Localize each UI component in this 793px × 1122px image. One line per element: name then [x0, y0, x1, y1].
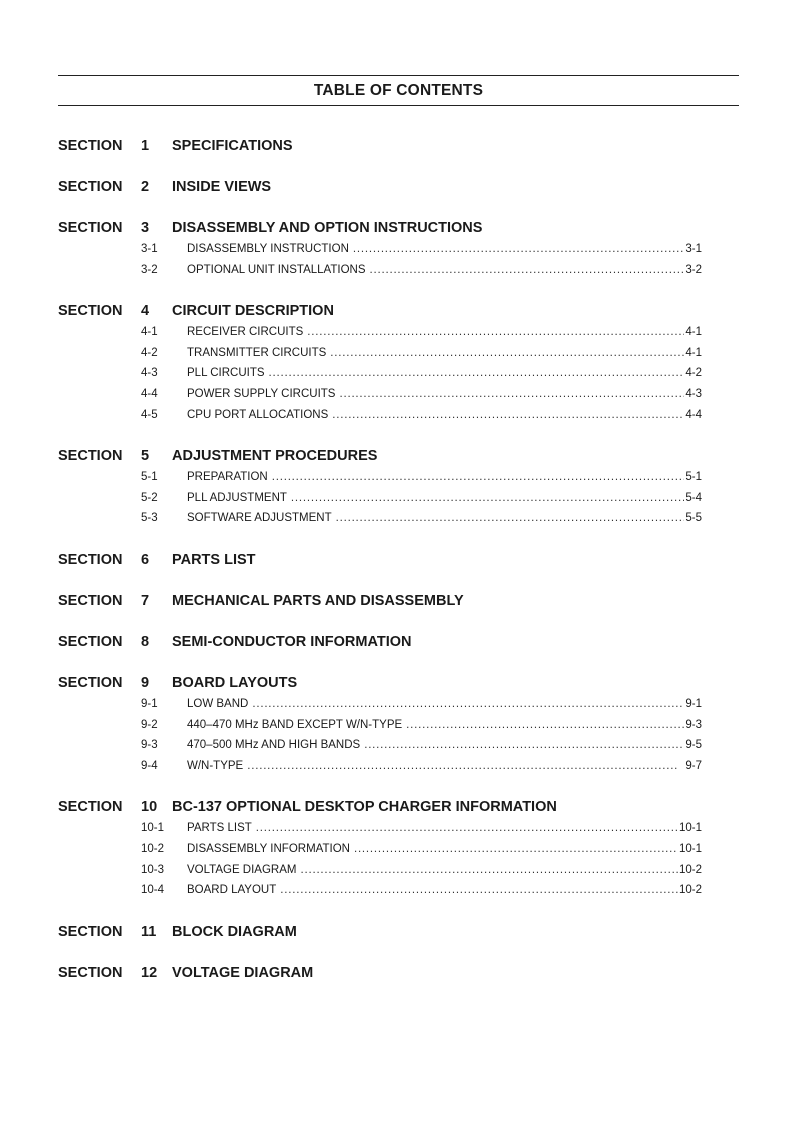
entry-number: 5-3	[141, 512, 158, 525]
section-title: BOARD LAYOUTS	[172, 674, 298, 691]
section-number: 1	[141, 138, 150, 154]
section-number: 10	[141, 799, 158, 816]
dot-leader	[370, 260, 685, 281]
entry-title: RECEIVER CIRCUITS	[187, 326, 304, 339]
entry-number: 5-1	[141, 471, 158, 484]
section-entries	[0, 322, 793, 425]
dot-leader	[364, 735, 684, 756]
entry-number: 4-2	[141, 346, 158, 359]
entry-number: 4-4	[141, 387, 158, 400]
entry-number: 9-2	[141, 718, 158, 731]
dot-leader	[256, 818, 678, 839]
toc-entry[interactable]	[0, 818, 793, 839]
toc-entry[interactable]	[0, 405, 793, 426]
entry-page: 10-2	[678, 863, 702, 876]
entry-number: 9-3	[141, 739, 158, 752]
toc-entry[interactable]	[0, 343, 793, 364]
section-title: SEMI-CONDUCTOR INFORMATION	[172, 633, 412, 650]
section-number: 4	[141, 303, 150, 320]
entry-number: 5-2	[141, 491, 158, 504]
toc-section	[0, 446, 793, 529]
entry-page: 4-2	[685, 367, 702, 380]
section-title: INSIDE VIEWS	[172, 179, 272, 195]
entry-number: 3-1	[141, 243, 158, 255]
dot-leader	[353, 239, 684, 260]
header-rule-bottom	[58, 105, 739, 106]
section-title: ADJUSTMENT PROCEDURES	[172, 448, 378, 465]
dot-leader	[269, 363, 685, 384]
entry-number: 3-2	[141, 263, 158, 276]
toc-entry[interactable]	[0, 239, 793, 260]
entry-number: 4-5	[141, 408, 158, 421]
section-number: 12	[141, 964, 158, 981]
entry-title: POWER SUPPLY CIRCUITS	[187, 387, 336, 400]
dot-leader	[280, 880, 678, 901]
entry-page: 10-1	[678, 822, 702, 835]
toc-section	[0, 591, 793, 611]
section-title: VOLTAGE DIAGRAM	[172, 964, 314, 981]
section-heading[interactable]	[0, 797, 793, 817]
toc-section	[0, 136, 793, 156]
toc-entry[interactable]	[0, 756, 793, 777]
dot-leader	[330, 343, 684, 364]
entry-title: W/N-TYPE	[187, 759, 244, 772]
section-label: SECTION	[58, 220, 123, 236]
entry-page: 9-3	[685, 718, 702, 731]
entry-title: DISASSEMBLY INSTRUCTION	[187, 243, 349, 255]
entry-number: 10-4	[141, 884, 165, 897]
table-of-contents	[0, 136, 793, 1004]
entry-page: 10-2	[678, 884, 702, 897]
toc-section	[0, 301, 793, 425]
entry-title: OPTIONAL UNIT INSTALLATIONS	[187, 263, 366, 276]
entry-page: 4-1	[685, 346, 702, 359]
section-title: MECHANICAL PARTS AND DISASSEMBLY	[172, 592, 464, 609]
entry-title: BOARD LAYOUT	[187, 884, 277, 897]
section-label: SECTION	[58, 592, 123, 609]
entry-number: 4-1	[141, 326, 158, 339]
section-heading[interactable]	[0, 591, 793, 611]
entry-page: 5-1	[685, 471, 702, 484]
toc-entry[interactable]	[0, 860, 793, 881]
section-number: 2	[141, 179, 150, 195]
toc-entry[interactable]	[0, 508, 793, 529]
toc-entry[interactable]	[0, 839, 793, 860]
section-number: 9	[141, 674, 150, 691]
dot-leader	[291, 488, 684, 509]
section-title: CIRCUIT DESCRIPTION	[172, 303, 334, 320]
entry-title: 440–470 MHz BAND EXCEPT W/N-TYPE	[187, 718, 403, 731]
entry-page: 9-5	[685, 739, 702, 752]
section-title: BC-137 OPTIONAL DESKTOP CHARGER INFORMATION	[172, 799, 557, 816]
entry-title: DISASSEMBLY INFORMATION	[187, 842, 350, 855]
section-label: SECTION	[58, 633, 123, 650]
dot-leader	[272, 467, 685, 488]
entry-number: 9-4	[141, 759, 158, 772]
section-heading[interactable]	[0, 218, 793, 238]
dot-leader	[336, 508, 685, 529]
section-entries	[0, 467, 793, 529]
section-label: SECTION	[58, 448, 123, 465]
entry-title: PREPARATION	[187, 471, 268, 484]
toc-entry[interactable]	[0, 363, 793, 384]
entry-title: 470–500 MHz AND HIGH BANDS	[187, 739, 361, 752]
entry-title: LOW BAND	[187, 697, 249, 710]
section-entries	[0, 694, 793, 776]
section-heading[interactable]	[0, 963, 793, 983]
entry-page: 3-2	[685, 263, 702, 276]
section-number: 8	[141, 633, 150, 650]
entry-title: TRANSMITTER CIRCUITS	[187, 346, 327, 359]
dot-leader	[307, 322, 684, 343]
section-heading[interactable]	[0, 177, 793, 197]
entry-number: 4-3	[141, 367, 158, 380]
entry-page: 9-1	[685, 697, 702, 710]
entry-page: 4-4	[685, 408, 702, 421]
toc-entry[interactable]	[0, 715, 793, 736]
toc-entry[interactable]	[0, 735, 793, 756]
entry-title: PLL CIRCUITS	[187, 367, 265, 380]
section-heading[interactable]	[0, 550, 793, 570]
dot-leader	[354, 839, 678, 860]
section-heading[interactable]	[0, 922, 793, 942]
entry-number: 10-2	[141, 842, 165, 855]
entry-page: 4-3	[685, 387, 702, 400]
section-label: SECTION	[58, 923, 123, 940]
section-label: SECTION	[58, 551, 123, 568]
section-heading[interactable]	[0, 673, 793, 693]
dot-leader	[300, 860, 677, 881]
toc-entry[interactable]	[0, 467, 793, 488]
entry-page: 9-7	[685, 759, 702, 772]
entry-number: 10-3	[141, 863, 165, 876]
dot-leader	[406, 715, 684, 736]
entry-title: CPU PORT ALLOCATIONS	[187, 408, 329, 421]
toc-section	[0, 218, 793, 280]
toc-entry[interactable]	[0, 488, 793, 509]
entry-number: 9-1	[141, 697, 158, 710]
dot-leader	[339, 384, 684, 405]
toc-section	[0, 673, 793, 776]
entry-title: PARTS LIST	[187, 822, 252, 835]
section-number: 6	[141, 551, 150, 568]
section-label: SECTION	[58, 138, 123, 154]
toc-section	[0, 797, 793, 900]
section-title: DISASSEMBLY AND OPTION INSTRUCTIONS	[172, 220, 483, 236]
entry-page: 5-5	[685, 512, 702, 525]
section-heading[interactable]	[0, 632, 793, 652]
toc-section	[0, 550, 793, 570]
entry-title: PLL ADJUSTMENT	[187, 491, 287, 504]
section-label: SECTION	[58, 303, 123, 320]
section-entries	[0, 818, 793, 900]
toc-entry[interactable]	[0, 260, 793, 281]
entry-title: SOFTWARE ADJUSTMENT	[187, 512, 332, 525]
section-heading[interactable]	[0, 136, 793, 156]
section-number: 5	[141, 448, 150, 465]
page-title: TABLE OF CONTENTS	[313, 82, 484, 99]
section-title: SPECIFICATIONS	[172, 138, 293, 154]
entry-page: 10-1	[678, 842, 702, 855]
entry-page: 4-1	[685, 326, 702, 339]
dot-leader	[252, 694, 684, 715]
entry-page: 3-1	[685, 243, 702, 255]
section-heading[interactable]	[0, 446, 793, 466]
section-heading[interactable]	[0, 301, 793, 321]
dot-leader	[247, 756, 684, 777]
entry-title: VOLTAGE DIAGRAM	[187, 863, 297, 876]
toc-section	[0, 963, 793, 983]
toc-entry[interactable]	[0, 694, 793, 715]
section-entries	[0, 239, 793, 280]
toc-entry[interactable]	[0, 880, 793, 901]
section-number: 11	[141, 923, 157, 940]
section-title: BLOCK DIAGRAM	[172, 923, 297, 940]
header-rule-top	[58, 75, 739, 76]
entry-page: 5-4	[685, 491, 702, 504]
section-number: 3	[141, 220, 150, 236]
toc-section	[0, 922, 793, 942]
toc-entry[interactable]	[0, 322, 793, 343]
toc-entry[interactable]	[0, 384, 793, 405]
section-label: SECTION	[58, 674, 123, 691]
section-number: 7	[141, 592, 150, 609]
toc-section	[0, 177, 793, 197]
entry-number: 10-1	[141, 822, 165, 835]
section-label: SECTION	[58, 799, 123, 816]
section-label: SECTION	[58, 179, 123, 195]
section-title: PARTS LIST	[172, 551, 256, 568]
section-label: SECTION	[58, 964, 123, 981]
toc-section	[0, 632, 793, 652]
dot-leader	[332, 405, 684, 426]
